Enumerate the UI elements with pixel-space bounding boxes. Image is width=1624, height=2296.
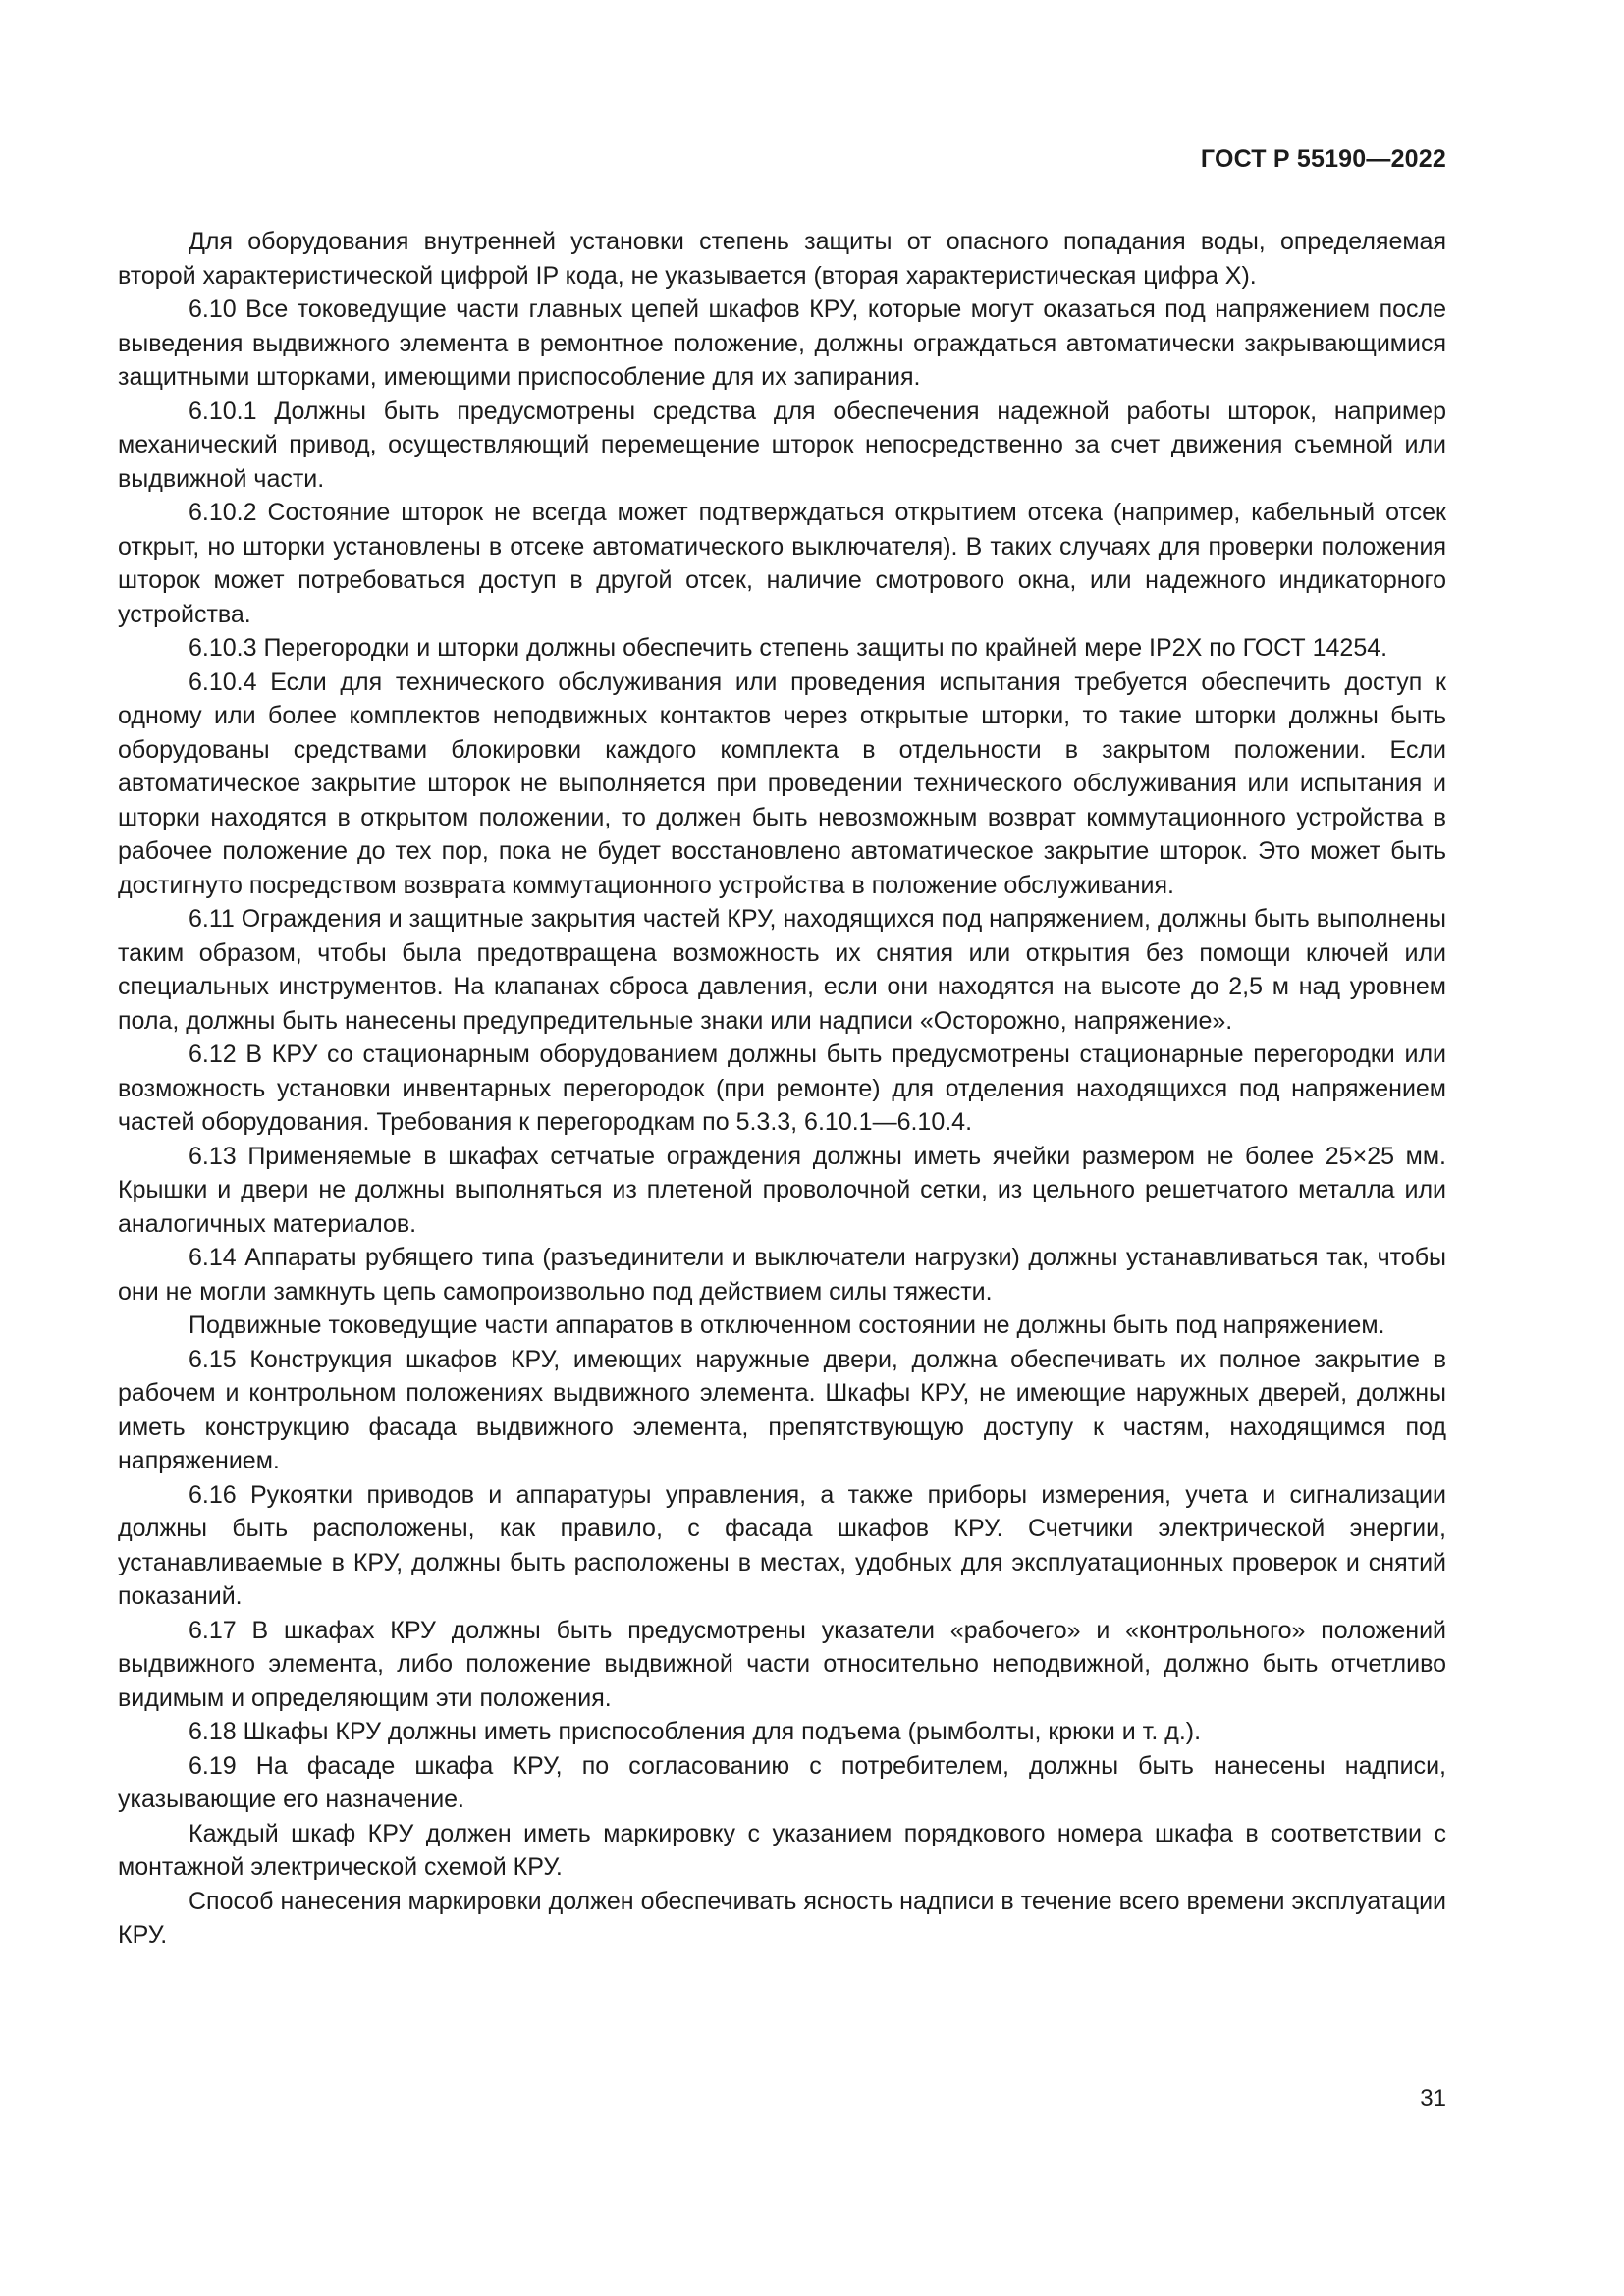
paragraph-moving-parts: Подвижные токоведущие части аппаратов в отключенном состоянии не должны быть под напряжением. — [189, 1311, 1385, 1339]
paragraph-6-10-4: 6.10.4 Если для технического обслуживания или проведения испытания требуется обеспечить доступ к одному или более комплектов неподвижных контактов через открытые шторки, то такие шторки должны быть оборудованы средствами блокировки каждого комплекта в отдельности в закрытом положении. Если автоматическое закрытие шторок не выполняется при проведении технического обслуживания или испытания и шторки находятся в открытом положении, то должен быть невозможным возврат коммутационного устройства в рабочее положение до тех пор, пока не будет восстановлено автоматическое закрытие шторок. Это может быть достигнуто посредством возврата коммутационного устройства в положение обслуживания. — [118, 667, 1446, 899]
paragraph-6-13: 6.13 Применяемые в шкафах сетчатые ограждения должны иметь ячейки размером не более 25×25 мм. Крышки и двери не должны выполняться из плетеной проволочной сетки, из цельного решетчатого металла или аналогичных материалов. — [118, 1142, 1446, 1238]
paragraph-6-10-3: 6.10.3 Перегородки и шторки должны обеспечить степень защиты по крайней мере IP2X по ГОСТ 14254. — [189, 634, 1388, 662]
document-code-header: ГОСТ Р 55190—2022 — [1200, 145, 1446, 173]
paragraph-6-17: 6.17 В шкафах КРУ должны быть предусмотрены указатели «рабочего» и «контрольного» положений выдвижного элемента, либо положение выдвижной части относительно неподвижной, должно быть отчетливо видимым и определяющим эти положения. — [118, 1616, 1446, 1712]
paragraph-6-19: 6.19 На фасаде шкафа КРУ, по согласованию с потребителем, должны быть нанесены надписи, указывающие его назначение. — [118, 1751, 1446, 1813]
paragraph-6-10: 6.10 Все токоведущие части главных цепей шкафов КРУ, которые могут оказаться под напряжением после выведения выдвижного элемента в ремонтное положение, должны ограждаться автоматически закрывающимися защитными шторками, имеющими приспособление для их запирания. — [118, 295, 1446, 391]
paragraph-6-12: 6.12 В КРУ со стационарным оборудованием должны быть предусмотрены стационарные перегородки или возможность установки инвентарных перегородок (при ремонте) для отделения находящихся под напряжением частей оборудования. Требования к перегородкам по 5.3.3, 6.10.1—6.10.4. — [118, 1041, 1446, 1136]
paragraph-6-14: 6.14 Аппараты рубящего типа (разъединители и выключатели нагрузки) должны устанавливаться так, чтобы они не могли замкнуть цепь самопроизвольно под действием силы тяжести. — [118, 1244, 1446, 1306]
paragraph-marking: Каждый шкаф КРУ должен иметь маркировку с указанием порядкового номера шкафа в соответствии с монтажной электрической схемой КРУ. — [118, 1819, 1446, 1881]
paragraph-6-10-1: 6.10.1 Должны быть предусмотрены средства для обеспечения надежной работы шторок, например механический привод, осуществляющий перемещение шторок непосредственно за счет движения съемной или выдвижной части. — [118, 397, 1446, 493]
paragraph-marking-method: Способ нанесения маркировки должен обеспечивать ясность надписи в течение всего времени эксплуатации КРУ. — [118, 1887, 1446, 1949]
paragraph-intro-ip-protection: Для оборудования внутренней установки степень защиты от опасного попадания воды, определяемая второй характеристической цифрой IP кода, не указывается (вторая характеристическая цифра Х). — [118, 228, 1446, 290]
paragraph-6-10-2: 6.10.2 Состояние шторок не всегда может подтверждаться открытием отсека (например, кабельный отсек открыт, но шторки установлены в отсеке автоматического выключателя). В таких случаях для проверки положения шторок может потребоваться доступ в другой отсек, наличие смотрового окна, или надежного индикаторного устройства. — [118, 499, 1446, 628]
paragraph-6-11: 6.11 Ограждения и защитные закрытия частей КРУ, находящихся под напряжением, должны быть выполнены таким образом, чтобы была предотвращена возможность их снятия или открытия без помощи ключей или специальных инструментов. На клапанах сброса давления, если они находятся на высоте до 2,5 м над уровнем пола, должны быть нанесены предупредительные знаки или надписи «Осторожно, напряжение». — [118, 905, 1446, 1035]
paragraph-6-15: 6.15 Конструкция шкафов КРУ, имеющих наружные двери, должна обеспечивать их полное закрытие в рабочем и контрольном положениях выдвижного элемента. Шкафы КРУ, не имеющие наружных дверей, должны иметь конструкцию фасада выдвижного элемента, препятствующую доступу к частям, находящимся под напряжением. — [118, 1345, 1446, 1474]
paragraph-6-18: 6.18 Шкафы КРУ должны иметь приспособления для подъема (рымболты, крюки и т. д.). — [189, 1718, 1202, 1745]
page-number: 31 — [1420, 2085, 1446, 2111]
paragraph-6-16: 6.16 Рукоятки приводов и аппаратуры управления, а также приборы измерения, учета и сигнализации должны быть расположены, как правило, с фасада шкафов КРУ. Счетчики электрической энергии, устанавливаемые в КРУ, должны быть расположены в местах, удобных для эксплуатационных проверок и снятий показаний. — [118, 1480, 1446, 1610]
document-body — [118, 225, 1446, 1952]
